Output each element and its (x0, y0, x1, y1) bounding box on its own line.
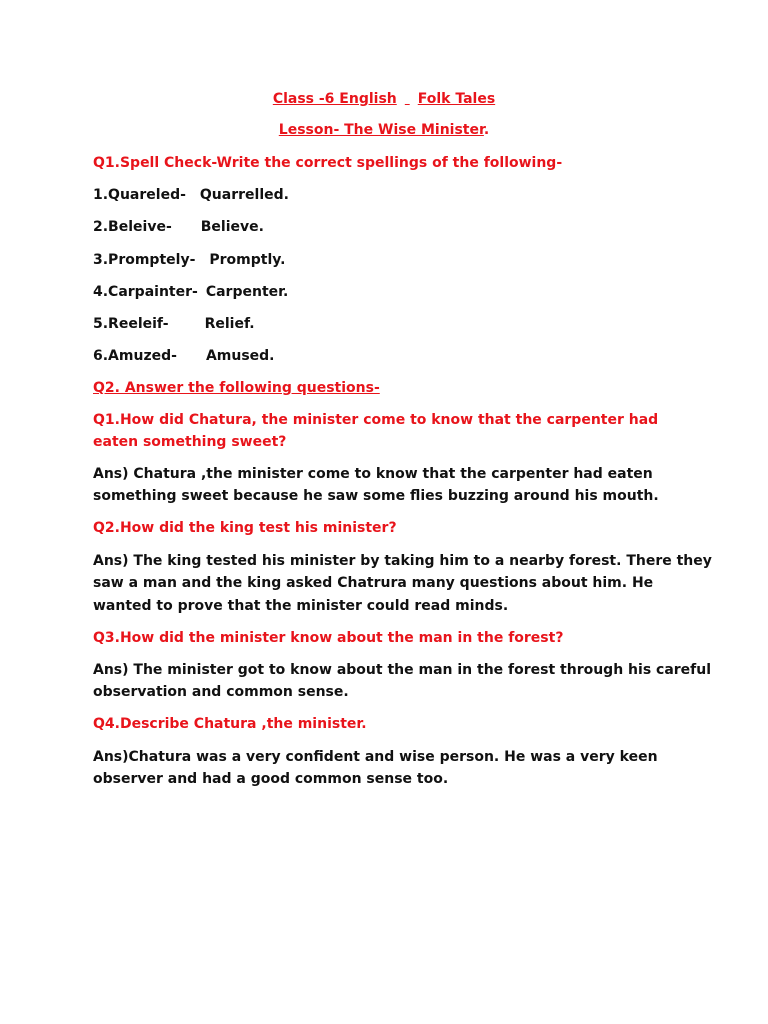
spell-right: Believe. (200, 219, 264, 235)
spell-right: Amused. (205, 348, 275, 364)
lesson-label: Lesson- The Wise Minister (278, 122, 484, 138)
spell-item (93, 345, 275, 367)
lesson-title (0, 119, 768, 141)
spell-right: Promptly. (209, 252, 286, 268)
question-1-line-1: Q1.How did Chatura, the minister come to know that the carpenter had (93, 412, 659, 428)
spell-wrong: 1.Quareled- (93, 187, 186, 203)
answer-3-line-1: Ans) The minister got to know about the man in the forest through his careful (93, 662, 712, 678)
spell-wrong: 2.Beleive- (93, 219, 172, 235)
spell-wrong: 5.Reeleif- (93, 316, 169, 332)
spell-item (93, 216, 264, 238)
spell-item (93, 313, 255, 335)
lesson-period: . (483, 122, 490, 138)
q2-heading: Q2. Answer the following questions- (93, 380, 380, 396)
question-2-line-1: Q2.How did the king test his minister? (93, 520, 397, 536)
answer-4-line-1: Ans)Chatura was a very confident and wise person. He was a very keen (93, 749, 658, 765)
answer-1-line-2: something sweet because he saw some flies buzzing around his mouth. (93, 488, 659, 504)
answer-4-line-2: observer and had a good common sense too. (93, 771, 449, 787)
answer-2-line-3: wanted to prove that the minister could read minds. (93, 598, 509, 614)
spell-wrong: 4.Carpainter- (93, 284, 198, 300)
spell-wrong: 6.Amuzed- (93, 348, 177, 364)
spell-item (93, 184, 289, 206)
question-4-line-1: Q4.Describe Chatura ,the minister. (93, 716, 367, 732)
class-label: Class -6 English (272, 91, 397, 107)
document-title (0, 88, 768, 110)
spell-right: Relief. (204, 316, 255, 332)
spell-item (93, 249, 285, 271)
answer-2-line-2: saw a man and the king asked Chatrura many questions about him. He (93, 575, 654, 591)
question-1-line-2: eaten something sweet? (93, 434, 287, 450)
question-3-line-1: Q3.How did the minister know about the man in the forest? (93, 630, 564, 646)
spell-item (93, 281, 288, 303)
answer-1-line-1: Ans) Chatura ,the minister come to know that the carpenter had eaten (93, 466, 653, 482)
subject-label: Folk Tales (417, 91, 496, 107)
answer-3-line-2: observation and common sense. (93, 684, 349, 700)
spell-right: Carpenter. (205, 284, 289, 300)
q1-heading: Q1.Spell Check-Write the correct spellings of the following- (93, 155, 563, 171)
spell-wrong: 3.Promptely- (93, 252, 196, 268)
answer-2-line-1: Ans) The king tested his minister by taking him to a nearby forest. There they (93, 553, 712, 569)
spell-right: Quarrelled. (199, 187, 289, 203)
